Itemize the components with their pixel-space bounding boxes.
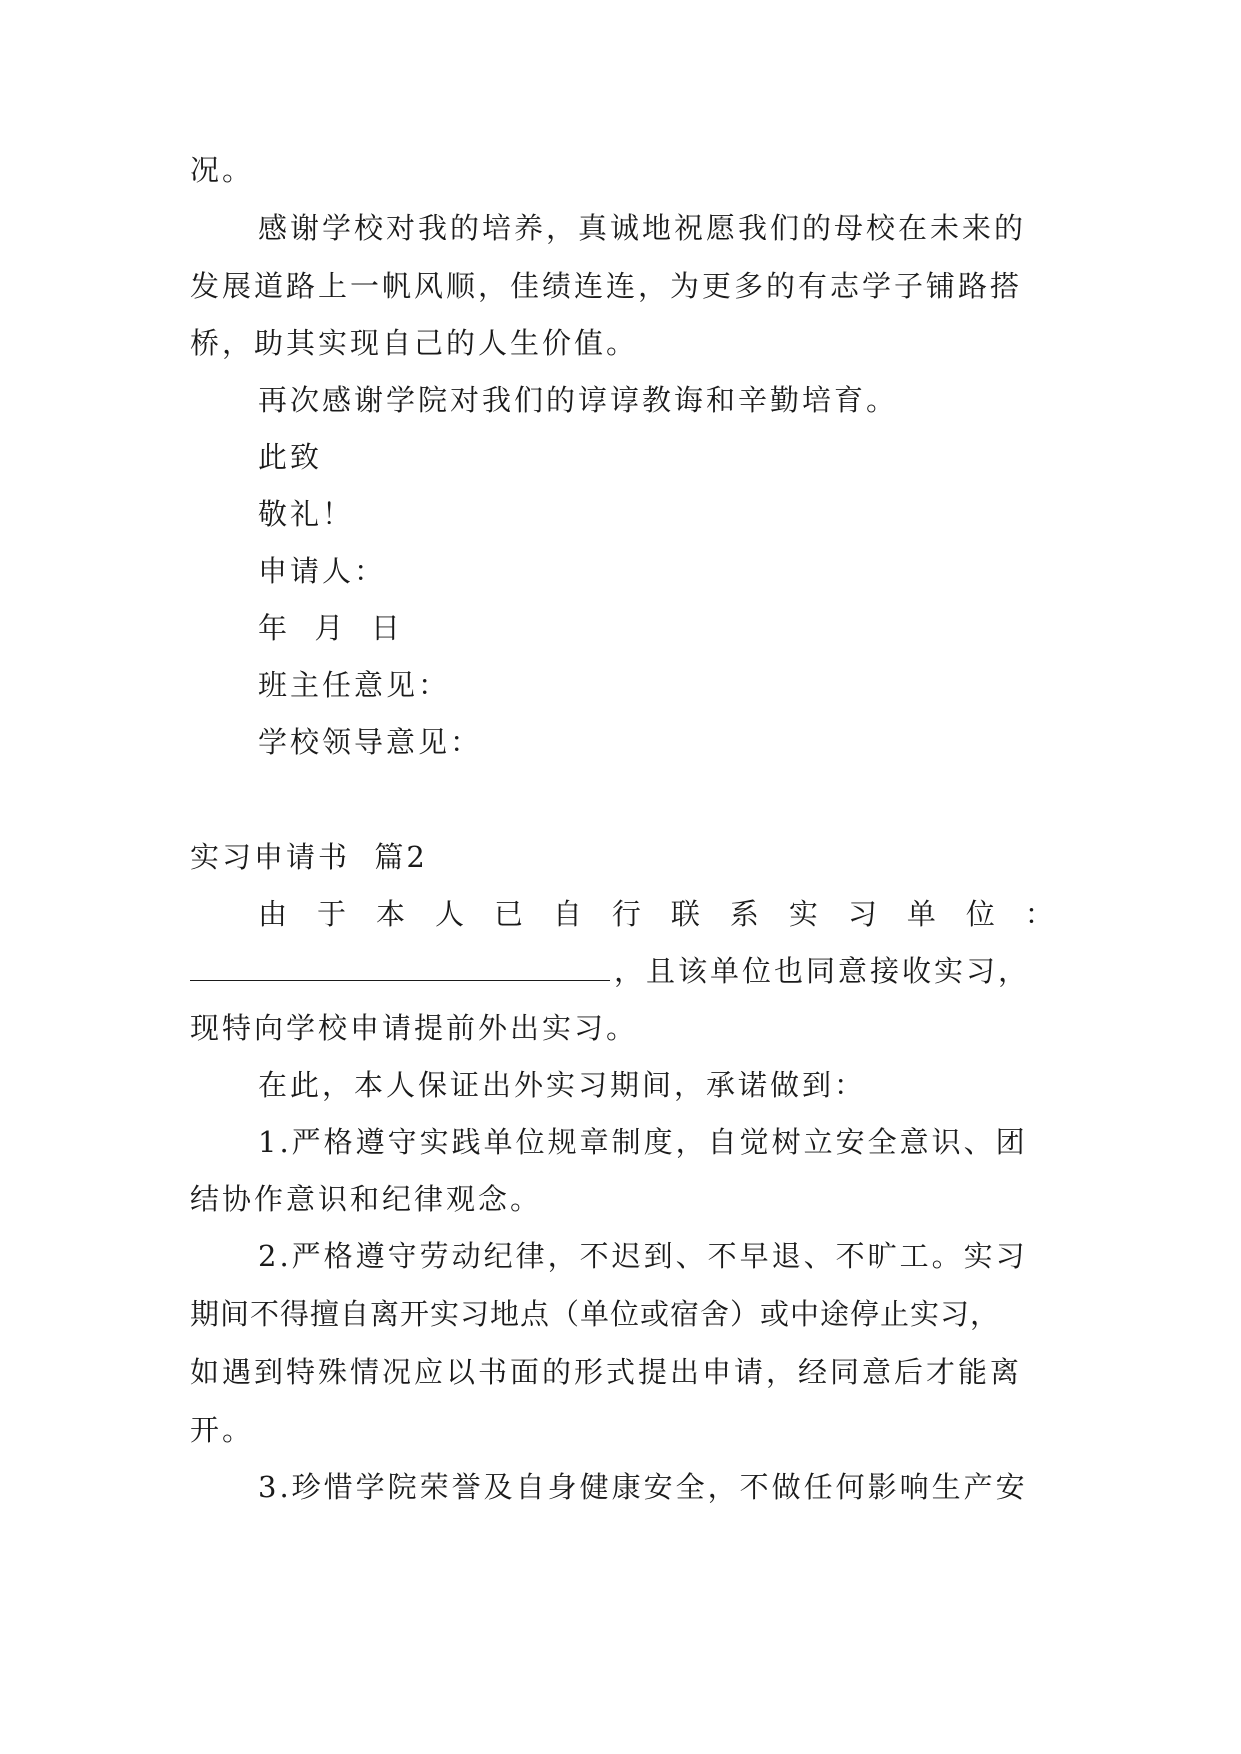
spread-char: 人 [434, 897, 464, 931]
paragraph-line: 桥，助其实现自己的人生价值。 [190, 326, 639, 360]
list-item-line: 1.严格遵守实践单位规章制度，自觉树立安全意识、团 [258, 1125, 1028, 1159]
section-heading: 实习申请书 篇2 [190, 840, 428, 874]
spread-char: 于 [316, 897, 346, 931]
spread-char: 单 [906, 897, 936, 931]
blank-fill-line [190, 951, 1054, 991]
spread-char: 本 [375, 897, 405, 931]
paragraph-line: 况。 [190, 153, 255, 187]
paragraph-line: 发展道路上一帆风顺，佳绩连连，为更多的有志学子铺路搭 [190, 269, 1023, 303]
list-item-line: 3.珍惜学院荣誉及自身健康安全，不做任何影响生产安 [258, 1470, 1028, 1504]
fill-in-blank [190, 956, 610, 981]
spread-char: 位 [965, 897, 995, 931]
closing-salutation: 敬礼！ [258, 497, 355, 531]
spread-char: 联 [670, 897, 700, 931]
applicant-label: 申请人： [258, 554, 387, 588]
list-item-line: 结协作意识和纪律观念。 [190, 1182, 543, 1216]
paragraph-text: ，且该单位也同意接收实习， [614, 954, 1031, 988]
spread-char: 自 [552, 897, 582, 931]
list-item-line: 如遇到特殊情况应以书面的形式提出申请，经同意后才能离 [190, 1355, 1023, 1389]
spread-char: 习 [847, 897, 877, 931]
spread-char: 行 [611, 897, 641, 931]
list-item-line: 开。 [190, 1413, 255, 1447]
spread-line [258, 894, 1054, 934]
list-item-line: 2.严格遵守劳动纪律，不迟到、不早退、不旷工。实习 [258, 1239, 1028, 1273]
paragraph-line: 再次感谢学院对我们的谆谆教诲和辛勤培育。 [258, 383, 899, 417]
date-label: 年 月 日 [258, 611, 403, 645]
spread-char: 已 [493, 897, 523, 931]
teacher-opinion-label: 班主任意见： [258, 668, 451, 702]
list-item-line: 期间不得擅自离开实习地点（单位或宿舍）或中途停止实习， [190, 1297, 1001, 1331]
spread-char: 由 [258, 897, 288, 931]
school-opinion-label: 学校领导意见： [258, 725, 483, 759]
paragraph-line: 在此，本人保证出外实习期间，承诺做到： [258, 1068, 867, 1102]
spread-char: ： [1024, 897, 1054, 931]
paragraph-line: 现特向学校申请提前外出实习。 [190, 1011, 639, 1045]
paragraph-line: 感谢学校对我的培养，真诚地祝愿我们的母校在未来的 [258, 211, 1027, 245]
spread-char: 实 [788, 897, 818, 931]
spread-char: 系 [729, 897, 759, 931]
closing-phrase: 此致 [258, 440, 323, 474]
